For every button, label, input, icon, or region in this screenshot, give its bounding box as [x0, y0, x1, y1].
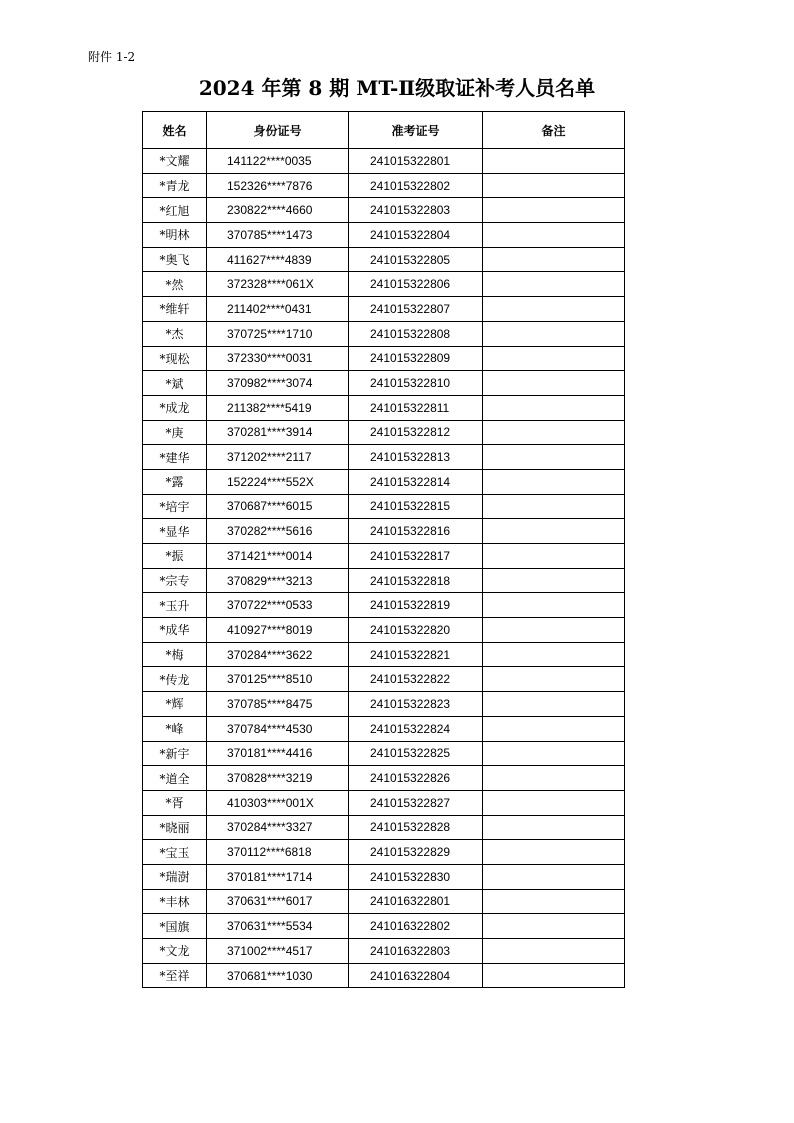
cell-remarks: [483, 568, 625, 593]
table-row: [143, 223, 625, 248]
cell-exam-number: 241015322810: [349, 371, 483, 396]
table-row: [143, 198, 625, 223]
table-row: [143, 939, 625, 964]
cell-remarks: [483, 593, 625, 618]
table-row: [143, 272, 625, 297]
cell-remarks: [483, 346, 625, 371]
cell-remarks: [483, 667, 625, 692]
cell-remarks: [483, 519, 625, 544]
cell-name: *庚: [143, 420, 207, 445]
cell-remarks: [483, 766, 625, 791]
cell-exam-number: 241015322814: [349, 469, 483, 494]
cell-name: *丰林: [143, 889, 207, 914]
cell-name: *峰: [143, 716, 207, 741]
cell-exam-number: 241016322803: [349, 939, 483, 964]
cell-id-number: 370284****3327: [207, 815, 349, 840]
cell-name: *培宇: [143, 494, 207, 519]
cell-remarks: [483, 741, 625, 766]
cell-exam-number: 241015322822: [349, 667, 483, 692]
cell-remarks: [483, 494, 625, 519]
cell-name: *成龙: [143, 395, 207, 420]
cell-name: *然: [143, 272, 207, 297]
cell-exam-number: 241016322802: [349, 914, 483, 939]
cell-id-number: 411627****4839: [207, 247, 349, 272]
table-row: [143, 766, 625, 791]
cell-remarks: [483, 939, 625, 964]
cell-id-number: 370631****5534: [207, 914, 349, 939]
cell-exam-number: 241015322824: [349, 716, 483, 741]
table-row: [143, 395, 625, 420]
cell-id-number: 370281****3914: [207, 420, 349, 445]
cell-remarks: [483, 149, 625, 174]
cell-remarks: [483, 395, 625, 420]
table-row: [143, 889, 625, 914]
cell-name: *新宇: [143, 741, 207, 766]
table-header-row: [143, 112, 625, 149]
cell-name: *瑞澍: [143, 864, 207, 889]
cell-id-number: 370125****8510: [207, 667, 349, 692]
cell-exam-number: 241015322825: [349, 741, 483, 766]
cell-exam-number: 241015322801: [349, 149, 483, 174]
cell-id-number: 152326****7876: [207, 173, 349, 198]
cell-name: *胥: [143, 790, 207, 815]
cell-name: *明林: [143, 223, 207, 248]
cell-name: *宗专: [143, 568, 207, 593]
cell-id-number: 370631****6017: [207, 889, 349, 914]
cell-id-number: 230822****4660: [207, 198, 349, 223]
cell-exam-number: 241015322809: [349, 346, 483, 371]
cell-id-number: 371421****0014: [207, 544, 349, 569]
cell-remarks: [483, 790, 625, 815]
table-row: [143, 420, 625, 445]
cell-exam-number: 241015322811: [349, 395, 483, 420]
table-row: [143, 494, 625, 519]
cell-remarks: [483, 420, 625, 445]
cell-name: *成华: [143, 618, 207, 643]
cell-remarks: [483, 445, 625, 470]
cell-exam-number: 241015322808: [349, 321, 483, 346]
cell-exam-number: 241016322801: [349, 889, 483, 914]
cell-name: *青龙: [143, 173, 207, 198]
cell-name: *辉: [143, 692, 207, 717]
table-row: [143, 692, 625, 717]
cell-id-number: 370722****0533: [207, 593, 349, 618]
cell-remarks: [483, 173, 625, 198]
table-row: [143, 346, 625, 371]
table-row: [143, 173, 625, 198]
cell-exam-number: 241015322813: [349, 445, 483, 470]
cell-name: *建华: [143, 445, 207, 470]
cell-id-number: 410927****8019: [207, 618, 349, 643]
candidate-table: [142, 111, 625, 988]
cell-exam-number: 241015322829: [349, 840, 483, 865]
cell-exam-number: 241015322804: [349, 223, 483, 248]
table-row: [143, 618, 625, 643]
cell-name: *红旭: [143, 198, 207, 223]
cell-id-number: 370725****1710: [207, 321, 349, 346]
table-row: [143, 741, 625, 766]
header-exam-number: 准考证号: [349, 112, 483, 149]
cell-remarks: [483, 544, 625, 569]
cell-exam-number: 241015322806: [349, 272, 483, 297]
table-row: [143, 568, 625, 593]
cell-exam-number: 241016322804: [349, 963, 483, 988]
header-id-number: 身份证号: [207, 112, 349, 149]
table-row: [143, 519, 625, 544]
cell-name: *传龙: [143, 667, 207, 692]
cell-remarks: [483, 864, 625, 889]
cell-exam-number: 241015322817: [349, 544, 483, 569]
cell-name: *振: [143, 544, 207, 569]
cell-name: *宝玉: [143, 840, 207, 865]
cell-name: *露: [143, 469, 207, 494]
cell-exam-number: 241015322815: [349, 494, 483, 519]
cell-id-number: 370181****4416: [207, 741, 349, 766]
cell-id-number: 370282****5616: [207, 519, 349, 544]
cell-remarks: [483, 297, 625, 322]
cell-remarks: [483, 815, 625, 840]
cell-name: *至祥: [143, 963, 207, 988]
cell-remarks: [483, 247, 625, 272]
table-row: [143, 445, 625, 470]
cell-id-number: 370681****1030: [207, 963, 349, 988]
table-row: [143, 297, 625, 322]
cell-name: *玉升: [143, 593, 207, 618]
table-row: [143, 963, 625, 988]
table-row: [143, 371, 625, 396]
cell-id-number: 371202****2117: [207, 445, 349, 470]
cell-remarks: [483, 469, 625, 494]
cell-id-number: 410303****001X: [207, 790, 349, 815]
cell-remarks: [483, 840, 625, 865]
cell-remarks: [483, 618, 625, 643]
table-row: [143, 642, 625, 667]
cell-name: *奥飞: [143, 247, 207, 272]
table-row: [143, 149, 625, 174]
cell-exam-number: 241015322818: [349, 568, 483, 593]
table-row: [143, 667, 625, 692]
cell-id-number: 370784****4530: [207, 716, 349, 741]
cell-name: *斌: [143, 371, 207, 396]
table-row: [143, 716, 625, 741]
table-row: [143, 914, 625, 939]
attachment-label: 附件 1-2: [88, 50, 136, 64]
cell-remarks: [483, 692, 625, 717]
cell-remarks: [483, 198, 625, 223]
cell-name: *国旗: [143, 914, 207, 939]
cell-remarks: [483, 371, 625, 396]
cell-exam-number: 241015322807: [349, 297, 483, 322]
cell-id-number: 372328****061X: [207, 272, 349, 297]
table-row: [143, 544, 625, 569]
table-row: [143, 247, 625, 272]
cell-name: *晓丽: [143, 815, 207, 840]
cell-name: *文龙: [143, 939, 207, 964]
document-title: 2024 年第 8 期 MT-Ⅱ级取证补考人员名单: [198, 76, 596, 100]
table-row: [143, 815, 625, 840]
cell-id-number: 370982****3074: [207, 371, 349, 396]
cell-id-number: 370785****1473: [207, 223, 349, 248]
cell-exam-number: 241015322826: [349, 766, 483, 791]
cell-id-number: 141122****0035: [207, 149, 349, 174]
cell-remarks: [483, 272, 625, 297]
cell-exam-number: 241015322821: [349, 642, 483, 667]
cell-id-number: 372330****0031: [207, 346, 349, 371]
cell-id-number: 370829****3213: [207, 568, 349, 593]
cell-name: *梅: [143, 642, 207, 667]
table-row: [143, 840, 625, 865]
cell-id-number: 370284****3622: [207, 642, 349, 667]
table-row: [143, 864, 625, 889]
cell-remarks: [483, 716, 625, 741]
table-row: [143, 790, 625, 815]
cell-name: *维轩: [143, 297, 207, 322]
cell-id-number: 370112****6818: [207, 840, 349, 865]
cell-id-number: 211382****5419: [207, 395, 349, 420]
table-row: [143, 593, 625, 618]
cell-remarks: [483, 321, 625, 346]
cell-exam-number: 241015322823: [349, 692, 483, 717]
cell-exam-number: 241015322812: [349, 420, 483, 445]
cell-exam-number: 241015322816: [349, 519, 483, 544]
cell-id-number: 371002****4517: [207, 939, 349, 964]
cell-id-number: 370181****1714: [207, 864, 349, 889]
cell-name: *道全: [143, 766, 207, 791]
cell-exam-number: 241015322830: [349, 864, 483, 889]
cell-name: *杰: [143, 321, 207, 346]
cell-remarks: [483, 914, 625, 939]
cell-exam-number: 241015322805: [349, 247, 483, 272]
cell-id-number: 370687****6015: [207, 494, 349, 519]
cell-id-number: 370828****3219: [207, 766, 349, 791]
table-row: [143, 469, 625, 494]
cell-exam-number: 241015322819: [349, 593, 483, 618]
cell-id-number: 370785****8475: [207, 692, 349, 717]
header-name: 姓名: [143, 112, 207, 149]
cell-exam-number: 241015322803: [349, 198, 483, 223]
cell-remarks: [483, 963, 625, 988]
cell-remarks: [483, 642, 625, 667]
cell-id-number: 152224****552X: [207, 469, 349, 494]
cell-remarks: [483, 223, 625, 248]
cell-exam-number: 241015322820: [349, 618, 483, 643]
cell-exam-number: 241015322802: [349, 173, 483, 198]
cell-name: *显华: [143, 519, 207, 544]
cell-exam-number: 241015322827: [349, 790, 483, 815]
cell-exam-number: 241015322828: [349, 815, 483, 840]
cell-remarks: [483, 889, 625, 914]
header-remarks: 备注: [483, 112, 625, 149]
table-row: [143, 321, 625, 346]
cell-name: *现松: [143, 346, 207, 371]
cell-id-number: 211402****0431: [207, 297, 349, 322]
cell-name: *文耀: [143, 149, 207, 174]
